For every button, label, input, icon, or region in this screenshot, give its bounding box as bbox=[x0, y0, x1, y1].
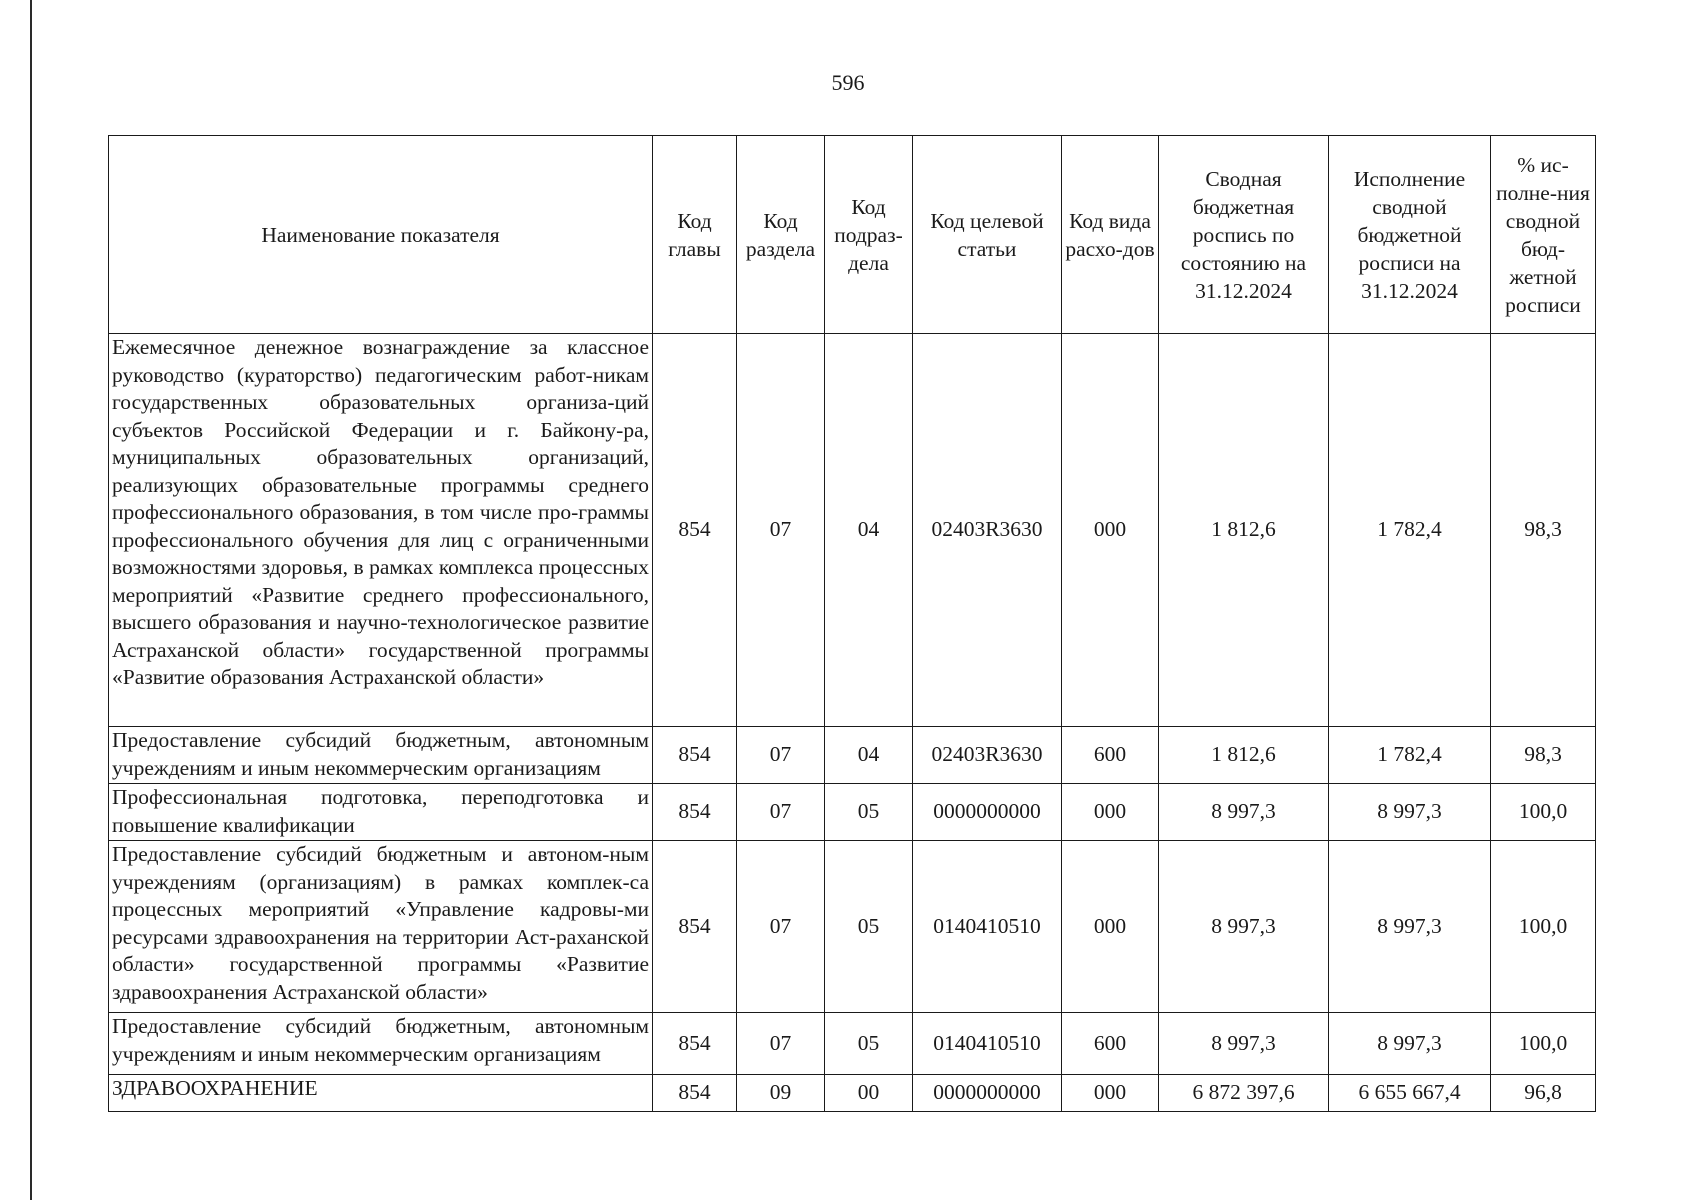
row-subsection-code: 04 bbox=[825, 334, 913, 727]
row-name: Предоставление субсидий бюджетным, автономным учреждениям и иным некоммерческим организациям bbox=[109, 727, 653, 784]
row-chapter-code: 854 bbox=[653, 1013, 737, 1075]
page-number: 596 bbox=[831, 70, 865, 95]
row-subsection-code: 00 bbox=[825, 1075, 913, 1112]
header-subsection-code: Код подраз-дела bbox=[825, 136, 913, 334]
row-budget-plan: 1 812,6 bbox=[1159, 727, 1329, 784]
row-expense-type-code: 000 bbox=[1062, 334, 1159, 727]
row-execution: 8 997,3 bbox=[1329, 1013, 1491, 1075]
budget-execution-table bbox=[108, 135, 1596, 1112]
row-budget-plan: 8 997,3 bbox=[1159, 841, 1329, 1013]
row-percent: 98,3 bbox=[1491, 727, 1596, 784]
row-chapter-code: 854 bbox=[653, 727, 737, 784]
row-execution: 8 997,3 bbox=[1329, 841, 1491, 1013]
row-chapter-code: 854 bbox=[653, 334, 737, 727]
row-percent: 100,0 bbox=[1491, 784, 1596, 841]
table-row bbox=[109, 334, 1596, 727]
row-chapter-code: 854 bbox=[653, 841, 737, 1013]
header-execution: Исполнение сводной бюджетной росписи на 31.12.2024 bbox=[1329, 136, 1491, 334]
row-name: ЗДРАВООХРАНЕНИЕ bbox=[109, 1075, 653, 1112]
row-expense-type-code: 000 bbox=[1062, 841, 1159, 1013]
row-section-code: 07 bbox=[737, 784, 825, 841]
row-execution: 6 655 667,4 bbox=[1329, 1075, 1491, 1112]
row-section-code: 07 bbox=[737, 334, 825, 727]
row-execution: 1 782,4 bbox=[1329, 727, 1491, 784]
header-row bbox=[109, 136, 1596, 334]
row-name: Предоставление субсидий бюджетным и автоном-ным учреждениям (организациям) в рамках комплек-са процессных мероприятий «Управление кадровы-ми ресурсами здравоохранения на территории Аст-раханской области» государственной программы «Развитие здравоохранения Астраханской области» bbox=[109, 841, 653, 1013]
table-row bbox=[109, 1075, 1596, 1112]
row-percent: 100,0 bbox=[1491, 1013, 1596, 1075]
row-chapter-code: 854 bbox=[653, 1075, 737, 1112]
row-subsection-code: 05 bbox=[825, 784, 913, 841]
header-budget-plan: Сводная бюджетная роспись по состоянию на 31.12.2024 bbox=[1159, 136, 1329, 334]
row-budget-plan: 8 997,3 bbox=[1159, 784, 1329, 841]
row-execution: 8 997,3 bbox=[1329, 784, 1491, 841]
row-percent: 96,8 bbox=[1491, 1075, 1596, 1112]
row-budget-plan: 8 997,3 bbox=[1159, 1013, 1329, 1075]
row-target-article-code: 02403R3630 bbox=[913, 727, 1062, 784]
row-section-code: 07 bbox=[737, 841, 825, 1013]
row-percent: 100,0 bbox=[1491, 841, 1596, 1013]
row-target-article-code: 02403R3630 bbox=[913, 334, 1062, 727]
row-section-code: 07 bbox=[737, 727, 825, 784]
table-row bbox=[109, 784, 1596, 841]
row-target-article-code: 0140410510 bbox=[913, 841, 1062, 1013]
row-name: Профессиональная подготовка, переподготовка и повышение квалификации bbox=[109, 784, 653, 841]
row-budget-plan: 6 872 397,6 bbox=[1159, 1075, 1329, 1112]
row-execution: 1 782,4 bbox=[1329, 334, 1491, 727]
row-target-article-code: 0000000000 bbox=[913, 784, 1062, 841]
row-subsection-code: 05 bbox=[825, 1013, 913, 1075]
row-budget-plan: 1 812,6 bbox=[1159, 334, 1329, 727]
header-percent: % ис-полне-ния сводной бюд-жетной росписи bbox=[1491, 136, 1596, 334]
header-expense-type-code: Код вида расхо-дов bbox=[1062, 136, 1159, 334]
row-section-code: 07 bbox=[737, 1013, 825, 1075]
header-target-article-code: Код целевой статьи bbox=[913, 136, 1062, 334]
table-body bbox=[109, 334, 1596, 1112]
row-target-article-code: 0000000000 bbox=[913, 1075, 1062, 1112]
row-target-article-code: 0140410510 bbox=[913, 1013, 1062, 1075]
row-percent: 98,3 bbox=[1491, 334, 1596, 727]
header-chapter-code: Код главы bbox=[653, 136, 737, 334]
row-expense-type-code: 600 bbox=[1062, 727, 1159, 784]
table-row bbox=[109, 727, 1596, 784]
page-margin-line bbox=[30, 0, 32, 1200]
row-section-code: 09 bbox=[737, 1075, 825, 1112]
table-row bbox=[109, 841, 1596, 1013]
row-subsection-code: 04 bbox=[825, 727, 913, 784]
table-header bbox=[109, 136, 1596, 334]
row-name: Предоставление субсидий бюджетным, автономным учреждениям и иным некоммерческим организациям bbox=[109, 1013, 653, 1075]
header-name: Наименование показателя bbox=[109, 136, 653, 334]
row-expense-type-code: 000 bbox=[1062, 784, 1159, 841]
table-row bbox=[109, 1013, 1596, 1075]
row-subsection-code: 05 bbox=[825, 841, 913, 1013]
row-expense-type-code: 000 bbox=[1062, 1075, 1159, 1112]
row-chapter-code: 854 bbox=[653, 784, 737, 841]
row-name: Ежемесячное денежное вознаграждение за классное руководство (кураторство) педагогическим работ-никам государственных образовательных организа-ций субъектов Российской Федерации и г. Байкону-ра, муниципальных образовательных организаций, реализующих образовательные программы среднего профессионального образования, в том числе про-граммы профессионального обучения для лиц с ограниченными возможностями здоровья, в рамках комплекса процессных мероприятий «Развитие среднего профессионального, высшего образования и научно-технологическое развитие Астраханской области» государственной программы «Развитие образования Астраханской области» bbox=[109, 334, 653, 727]
header-section-code: Код раздела bbox=[737, 136, 825, 334]
row-expense-type-code: 600 bbox=[1062, 1013, 1159, 1075]
